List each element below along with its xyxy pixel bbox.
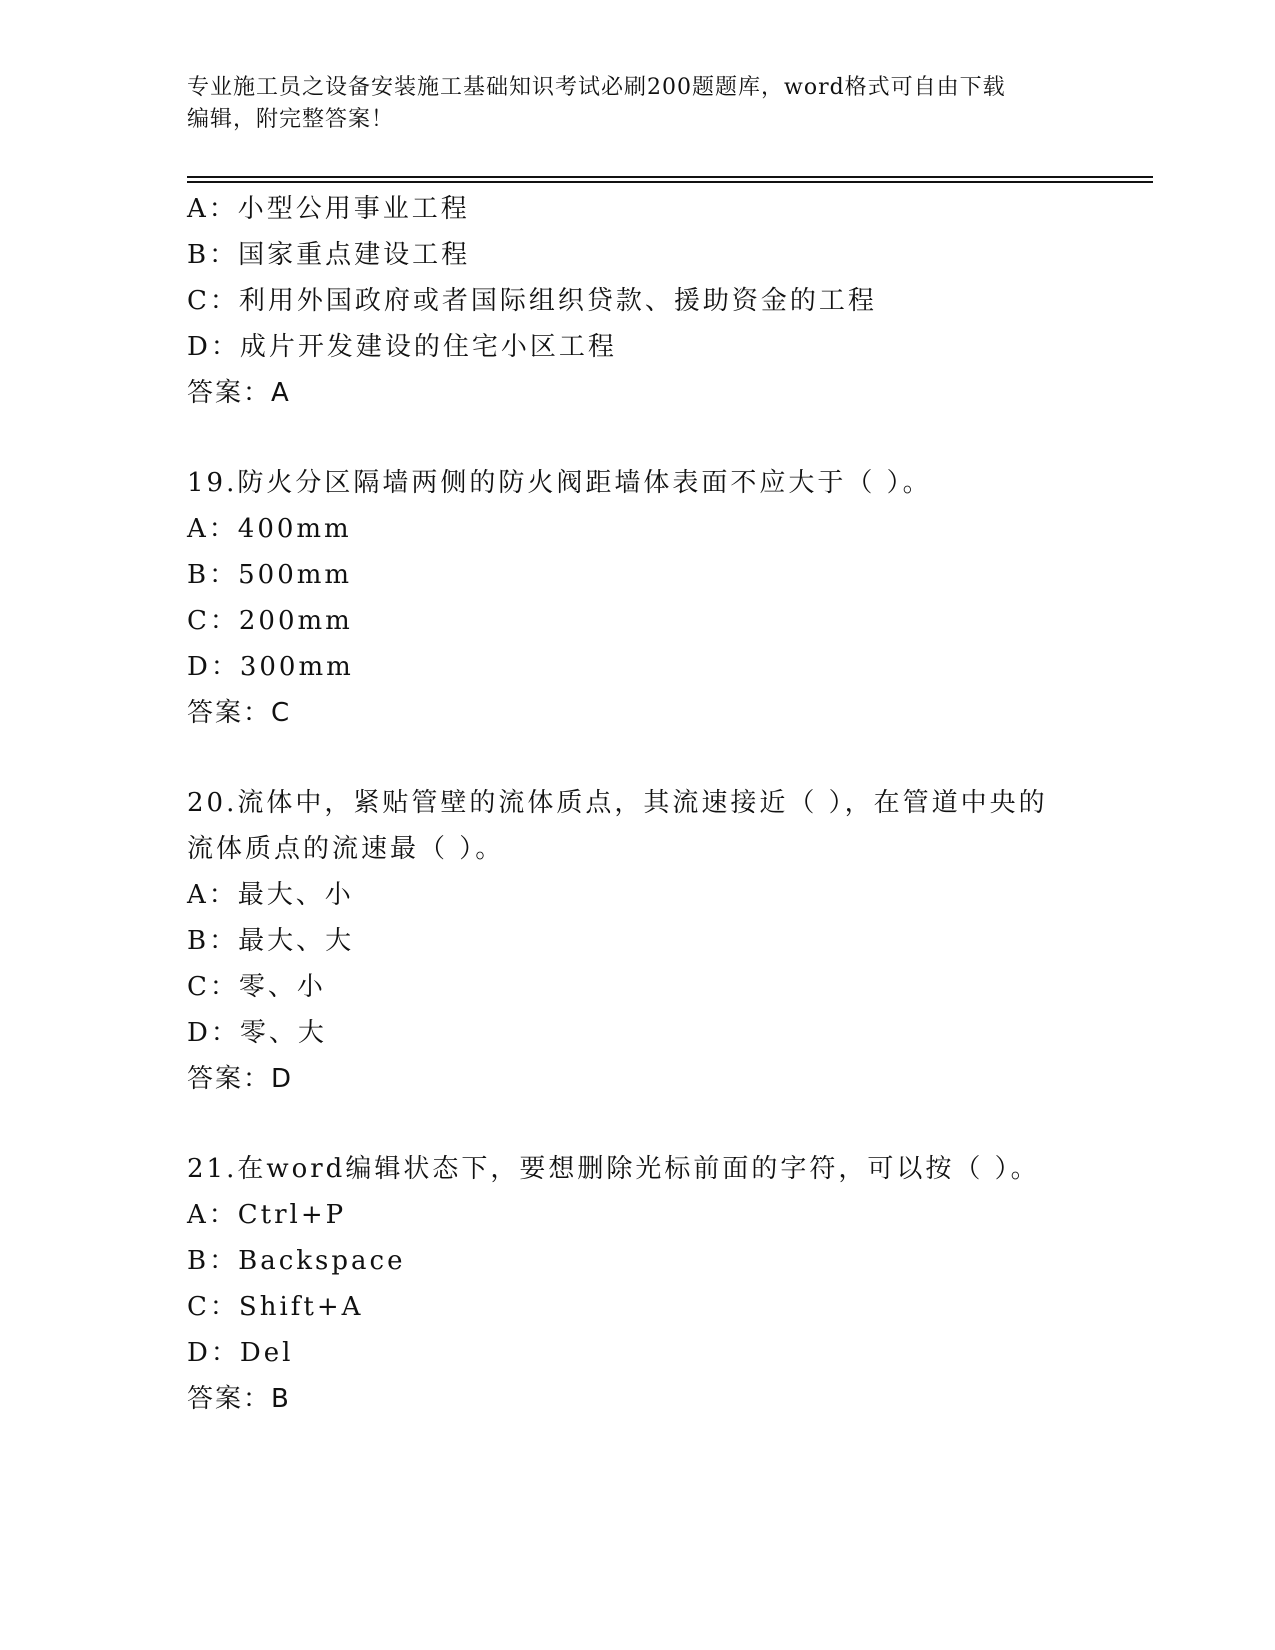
spacer bbox=[187, 736, 1087, 780]
header-line-1: 专业施工员之设备安装施工基础知识考试必刷200题题库，word格式可自由下载 bbox=[187, 75, 1006, 100]
q18-option-b: B：国家重点建设工程 bbox=[187, 240, 471, 270]
q21-answer: 答案：B bbox=[187, 1384, 291, 1414]
header-line-2: 编辑，附完整答案！ bbox=[187, 107, 395, 132]
q19-option-c: C：200mm bbox=[187, 606, 353, 636]
q20-option-b: B：最大、大 bbox=[187, 926, 355, 956]
q20-option-d: D：零、大 bbox=[187, 1018, 327, 1048]
question-19-block bbox=[187, 460, 1087, 736]
q18-option-a: A：小型公用事业工程 bbox=[187, 194, 470, 224]
q18-answer: 答案：A bbox=[187, 378, 291, 408]
spacer bbox=[187, 1102, 1087, 1146]
question-18-block bbox=[187, 186, 1087, 416]
q20-answer: 答案：D bbox=[187, 1064, 294, 1094]
q21-option-c: C：Shift+A bbox=[187, 1292, 364, 1322]
header-divider-top bbox=[187, 176, 1153, 178]
question-list bbox=[187, 186, 1087, 1422]
q20-question-line-1: 20.流体中，紧贴管壁的流体质点，其流速接近（ ），在管道中央的 bbox=[187, 788, 1048, 818]
q21-option-d: D：Del bbox=[187, 1338, 294, 1368]
q20-option-a: A：最大、小 bbox=[187, 880, 354, 910]
header-divider-bottom bbox=[187, 181, 1153, 183]
q21-question: 21.在word编辑状态下，要想删除光标前面的字符，可以按（ ）。 bbox=[187, 1154, 1040, 1184]
document-header bbox=[187, 72, 1067, 136]
q19-answer: 答案：C bbox=[187, 698, 292, 728]
q21-option-b: B：Backspace bbox=[187, 1246, 406, 1276]
q20-option-c: C：零、小 bbox=[187, 972, 326, 1002]
q21-option-a: A：Ctrl+P bbox=[187, 1200, 347, 1230]
spacer bbox=[187, 416, 1087, 460]
q19-option-b: B：500mm bbox=[187, 560, 353, 590]
q19-option-d: D：300mm bbox=[187, 652, 354, 682]
question-20-block bbox=[187, 780, 1087, 1102]
q18-option-d: D：成片开发建设的住宅小区工程 bbox=[187, 332, 617, 362]
q19-option-a: A：400mm bbox=[187, 514, 352, 544]
q19-question: 19.防火分区隔墙两侧的防火阀距墙体表面不应大于（ ）。 bbox=[187, 468, 932, 498]
q20-question-line-2: 流体质点的流速最（ ）。 bbox=[187, 834, 505, 864]
q18-option-c: C：利用外国政府或者国际组织贷款、援助资金的工程 bbox=[187, 286, 877, 316]
question-21-block bbox=[187, 1146, 1087, 1422]
